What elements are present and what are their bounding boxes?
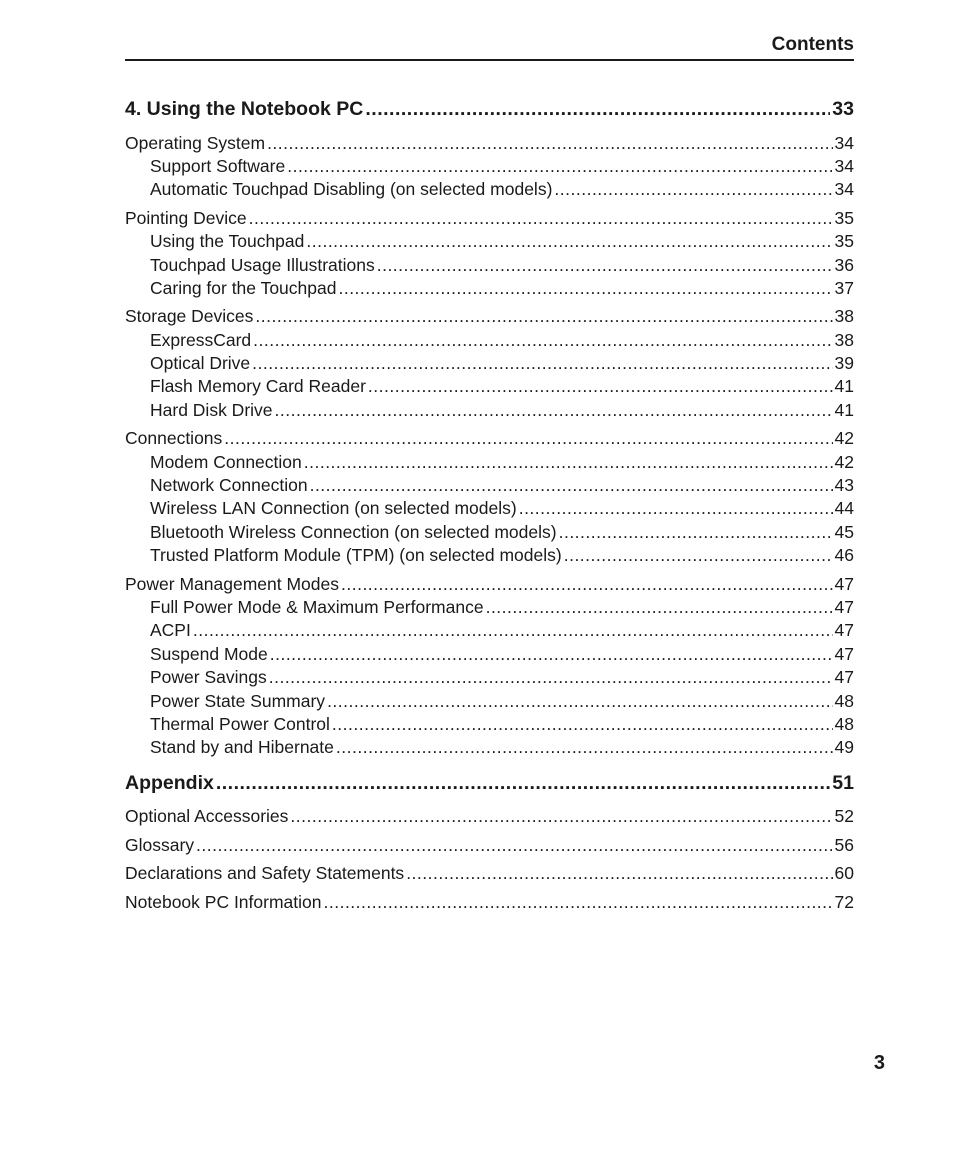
toc-entry-page: 44 [834, 498, 854, 518]
toc-leader-dots [304, 452, 833, 473]
toc-leader-dots [252, 353, 832, 374]
toc-entry [150, 691, 854, 712]
toc-section-heading [125, 98, 854, 121]
toc-entry-label: Flash Memory Card Reader [150, 376, 366, 396]
toc-leader-dots [290, 806, 832, 827]
toc-entry-label: Appendix [125, 772, 214, 794]
toc-entry [150, 714, 854, 735]
toc-entry [125, 208, 854, 229]
toc-entry-page: 39 [834, 353, 854, 373]
toc-entry-page: 42 [834, 452, 854, 472]
toc-entry-page: 49 [834, 737, 854, 757]
toc-leader-dots [341, 574, 833, 595]
toc-entry-label: Power Management Modes [125, 574, 339, 594]
toc-entry-page: 47 [834, 574, 854, 594]
toc-leader-dots [338, 278, 832, 299]
toc-leader-dots [332, 714, 833, 735]
toc-entry [150, 353, 854, 374]
toc-entry-label: Thermal Power Control [150, 714, 330, 734]
toc-entry-label: Bluetooth Wireless Connection (on selected models) [150, 522, 557, 542]
toc-entry-page: 36 [834, 255, 854, 275]
toc-entry-page: 38 [834, 306, 854, 326]
toc-entry-label: Modem Connection [150, 452, 302, 472]
toc-entry-page: 34 [834, 156, 854, 176]
toc-leader-dots [275, 400, 833, 421]
toc-entry-label: Using the Touchpad [150, 231, 305, 251]
toc-entry-label: Pointing Device [125, 208, 247, 228]
toc-entry [150, 179, 854, 200]
toc-entry-label: Automatic Touchpad Disabling (on selected models) [150, 179, 553, 199]
toc-entry-page: 43 [834, 475, 854, 495]
toc-entry [150, 231, 854, 252]
toc-leader-dots [310, 475, 833, 496]
toc-entry-page: 47 [834, 667, 854, 687]
toc-entry [125, 133, 854, 154]
toc-entry-label: Connections [125, 428, 223, 448]
toc-leader-dots [336, 737, 833, 758]
toc-entry-page: 38 [834, 330, 854, 350]
toc-leader-dots [559, 522, 833, 543]
toc-entry-label: Support Software [150, 156, 286, 176]
toc-entry-label: Storage Devices [125, 306, 254, 326]
toc-leader-dots [406, 863, 832, 884]
toc-entry-page: 33 [832, 98, 854, 120]
header-rule [125, 59, 854, 61]
toc-entry-page: 46 [834, 545, 854, 565]
toc-entry-label: Network Connection [150, 475, 308, 495]
toc-entry-page: 60 [834, 863, 854, 883]
toc-entry-page: 41 [834, 400, 854, 420]
toc-leader-dots [193, 620, 833, 641]
toc-entry-label: Suspend Mode [150, 644, 268, 664]
toc-entry-label: Touchpad Usage Illustrations [150, 255, 375, 275]
toc-entry-label: Optical Drive [150, 353, 251, 373]
toc-entry-label: Full Power Mode & Maximum Performance [150, 597, 484, 617]
toc-leader-dots [196, 835, 832, 856]
toc-entry-label: Caring for the Touchpad [150, 278, 337, 298]
toc-leader-dots [216, 772, 830, 795]
toc-entry [150, 737, 854, 758]
toc-entry-label: Operating System [125, 133, 266, 153]
toc-leader-dots [249, 208, 833, 229]
toc-entry-page: 48 [834, 714, 854, 734]
toc-entry-label: Power Savings [150, 667, 267, 687]
toc-leader-dots [253, 330, 832, 351]
toc-leader-dots [267, 133, 832, 154]
toc-leader-dots [269, 667, 833, 688]
toc-entry [150, 522, 854, 543]
toc-entry [125, 574, 854, 595]
toc-entry [150, 255, 854, 276]
running-header-title: Contents [771, 34, 854, 55]
toc-entry-label: Hard Disk Drive [150, 400, 273, 420]
toc-entry [125, 835, 854, 856]
toc-entry [150, 644, 854, 665]
toc-entry [150, 498, 854, 519]
toc-entry-label: Wireless LAN Connection (on selected models) [150, 498, 517, 518]
toc-entry [150, 376, 854, 397]
toc-entry [125, 806, 854, 827]
toc-entry [150, 400, 854, 421]
page-number: 3 [873, 1052, 885, 1074]
toc-entry [150, 278, 854, 299]
toc-entry-label: 4. Using the Notebook PC [125, 98, 364, 120]
toc-leader-dots [519, 498, 833, 519]
toc-entry [125, 428, 854, 449]
toc-entry-label: Notebook PC Information [125, 892, 322, 912]
toc-entry-page: 56 [834, 835, 854, 855]
toc-entry [125, 892, 854, 913]
toc-entry-label: Declarations and Safety Statements [125, 863, 405, 883]
toc-leader-dots [306, 231, 832, 252]
toc-entry [150, 475, 854, 496]
toc-entry [150, 667, 854, 688]
toc-entry [150, 620, 854, 641]
toc-leader-dots [554, 179, 832, 200]
toc-entry-page: 48 [834, 691, 854, 711]
toc-leader-dots [368, 376, 833, 397]
toc-section-heading [125, 772, 854, 795]
toc-entry-label: Stand by and Hibernate [150, 737, 334, 757]
toc-entry-label: Trusted Platform Module (TPM) (on selected models) [150, 545, 562, 565]
toc-entry-page: 52 [834, 806, 854, 826]
toc-entry-label: Glossary [125, 835, 195, 855]
toc-entry-page: 51 [832, 772, 854, 794]
toc-entry-page: 45 [834, 522, 854, 542]
toc-leader-dots [287, 156, 832, 177]
toc-leader-dots [377, 255, 833, 276]
toc-leader-dots [270, 644, 833, 665]
toc-entry-page: 37 [834, 278, 854, 298]
toc-entry-label: Optional Accessories [125, 806, 289, 826]
toc-leader-dots [564, 545, 833, 566]
toc-entry-page: 35 [834, 208, 854, 228]
toc-entry-page: 72 [834, 892, 854, 912]
toc-entry-page: 34 [834, 133, 854, 153]
toc-entry-page: 47 [834, 644, 854, 664]
toc-entry [125, 863, 854, 884]
toc-leader-dots [486, 597, 833, 618]
toc-leader-dots [327, 691, 832, 712]
toc-entry-page: 34 [834, 179, 854, 199]
toc-entry-page: 42 [834, 428, 854, 448]
toc-entry [125, 306, 854, 327]
toc-entry [150, 452, 854, 473]
toc-entry-label: Power State Summary [150, 691, 326, 711]
toc-entry [150, 545, 854, 566]
toc-entry-page: 35 [834, 231, 854, 251]
toc-leader-dots [324, 892, 833, 913]
toc-entry [150, 597, 854, 618]
toc-entry-page: 47 [834, 620, 854, 640]
toc-entry [150, 330, 854, 351]
toc-entry-label: ExpressCard [150, 330, 252, 350]
toc-entry [150, 156, 854, 177]
toc-entry-label: ACPI [150, 620, 191, 640]
toc-leader-dots [255, 306, 832, 327]
toc-leader-dots [365, 98, 830, 121]
toc-entry-page: 47 [834, 597, 854, 617]
toc-leader-dots [224, 428, 832, 449]
toc-entry-page: 41 [834, 376, 854, 396]
